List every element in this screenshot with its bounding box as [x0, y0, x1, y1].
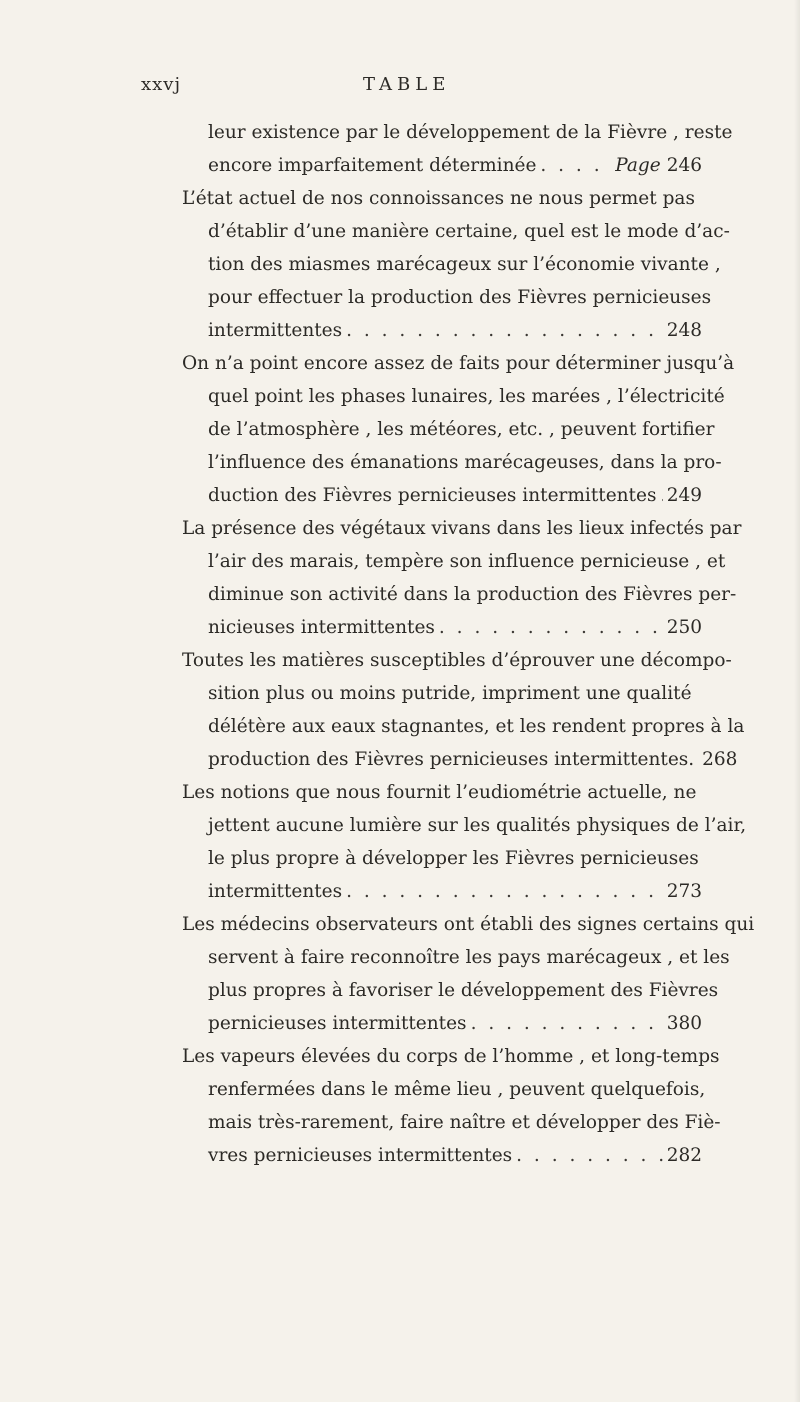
entry-last-text: nicieuses intermittentes [208, 617, 435, 638]
entry-line: La présence des végétaux vivans dans les lieux infectés par [182, 518, 742, 539]
page-value: 273 [666, 881, 702, 902]
entry-line: On n’a point encore assez de faits pour déterminer jusqu’à [182, 353, 735, 374]
page-edge-shadow [794, 0, 800, 1402]
toc-entry [182, 182, 730, 347]
entry-last-text: pernicieuses intermittentes [208, 1013, 467, 1034]
entry-line: délétère aux eaux stagnantes, et les rendent propres à la [208, 716, 745, 737]
entry-line: l’influence des émanations marécageuses, dans la pro- [208, 452, 722, 473]
entry-last-line [182, 1007, 702, 1040]
page-value: 248 [666, 320, 702, 341]
entry-line: L’état actuel de nos connoissances ne nous permet pas [182, 188, 695, 209]
dot-leader [439, 611, 663, 644]
toc-entry [182, 116, 733, 182]
entry-last-line [182, 611, 702, 644]
page-value: 249 [666, 485, 702, 506]
entry-last-line [182, 875, 702, 908]
toc-entry [182, 347, 735, 512]
toc-entry [182, 644, 745, 776]
entry-line: l’air des marais, tempère son influence pernicieuse , et [208, 551, 726, 572]
entry-last-line [182, 1139, 702, 1172]
page-value: 282 [666, 1145, 702, 1166]
entry-line: mais très-rarement, faire naître et développer des Fiè- [208, 1112, 721, 1133]
entry-last-line [182, 149, 702, 182]
page-reference [615, 149, 702, 182]
entry-line: pour effectuer la production des Fièvres pernicieuses [208, 287, 712, 308]
entry-line: plus propres à favoriser le développement des Fièvres [208, 980, 719, 1001]
running-title: TABLE [363, 74, 451, 95]
toc-entry [182, 908, 755, 1040]
page-number: xxvj [141, 74, 182, 95]
entry-line: Toutes les matières susceptibles d’éprouver une décompo- [182, 650, 732, 671]
entry-line: le plus propre à développer les Fièvres pernicieuses [208, 848, 699, 869]
toc-entry [182, 776, 747, 908]
entry-line: renfermées dans le même lieu , peuvent quelquefois, [208, 1079, 706, 1100]
entry-line: Les médecins observateurs ont établi des signes certains qui [182, 914, 755, 935]
entry-last-text: duction des Fièvres pernicieuses intermittentes [208, 485, 657, 506]
entry-line: jettent aucune lumière sur les qualités physiques de l’air, [208, 815, 747, 836]
entry-line: quel point les phases lunaires, les marées , l’électricité [208, 386, 725, 407]
entry-last-text: intermittentes [208, 881, 343, 902]
page-value: 246 [666, 155, 702, 176]
table-of-contents [182, 116, 755, 1172]
entry-line: leur existence par le développement de la Fièvre , reste [208, 122, 733, 143]
dot-leader [540, 149, 611, 182]
entry-last-text: intermittentes [208, 320, 343, 341]
entry-line: de l’atmosphère , les météores, etc. , peuvent fortifier [208, 419, 715, 440]
entry-line: Les notions que nous fournit l’eudiométrie actuelle, ne [182, 782, 697, 803]
dot-leader [346, 875, 663, 908]
entry-line: servent à faire reconnoître les pays marécageux , et les [208, 947, 730, 968]
entry-line: Les vapeurs élevées du corps de l’homme , et long-temps [182, 1046, 720, 1067]
page-value: 268 [702, 749, 738, 770]
entry-last-line [182, 314, 702, 347]
dot-leader [516, 1139, 663, 1172]
running-head [141, 74, 691, 104]
toc-entry [182, 512, 742, 644]
entry-last-line [182, 479, 702, 512]
entry-last-text: vres pernicieuses intermittentes [208, 1145, 513, 1166]
entry-line: sition plus ou moins putride, impriment une qualité [208, 683, 692, 704]
entry-last-line [182, 743, 738, 776]
entry-last-text: encore imparfaitement déterminée [208, 155, 537, 176]
dot-leader [660, 479, 662, 512]
entry-line: tion des miasmes marécageux sur l’économie vivante , [208, 254, 721, 275]
dot-leader [346, 314, 663, 347]
entry-line: d’établir d’une manière certaine, quel est le mode d’ac- [208, 221, 730, 242]
entry-last-text: production des Fièvres pernicieuses intermittentes. [208, 749, 695, 770]
entry-line: diminue son activité dans la production des Fièvres per- [208, 584, 737, 605]
page-value: 380 [666, 1013, 702, 1034]
page-label: Page [615, 155, 661, 176]
page-value: 250 [666, 617, 702, 638]
toc-entry [182, 1040, 721, 1172]
dot-leader [471, 1007, 663, 1040]
